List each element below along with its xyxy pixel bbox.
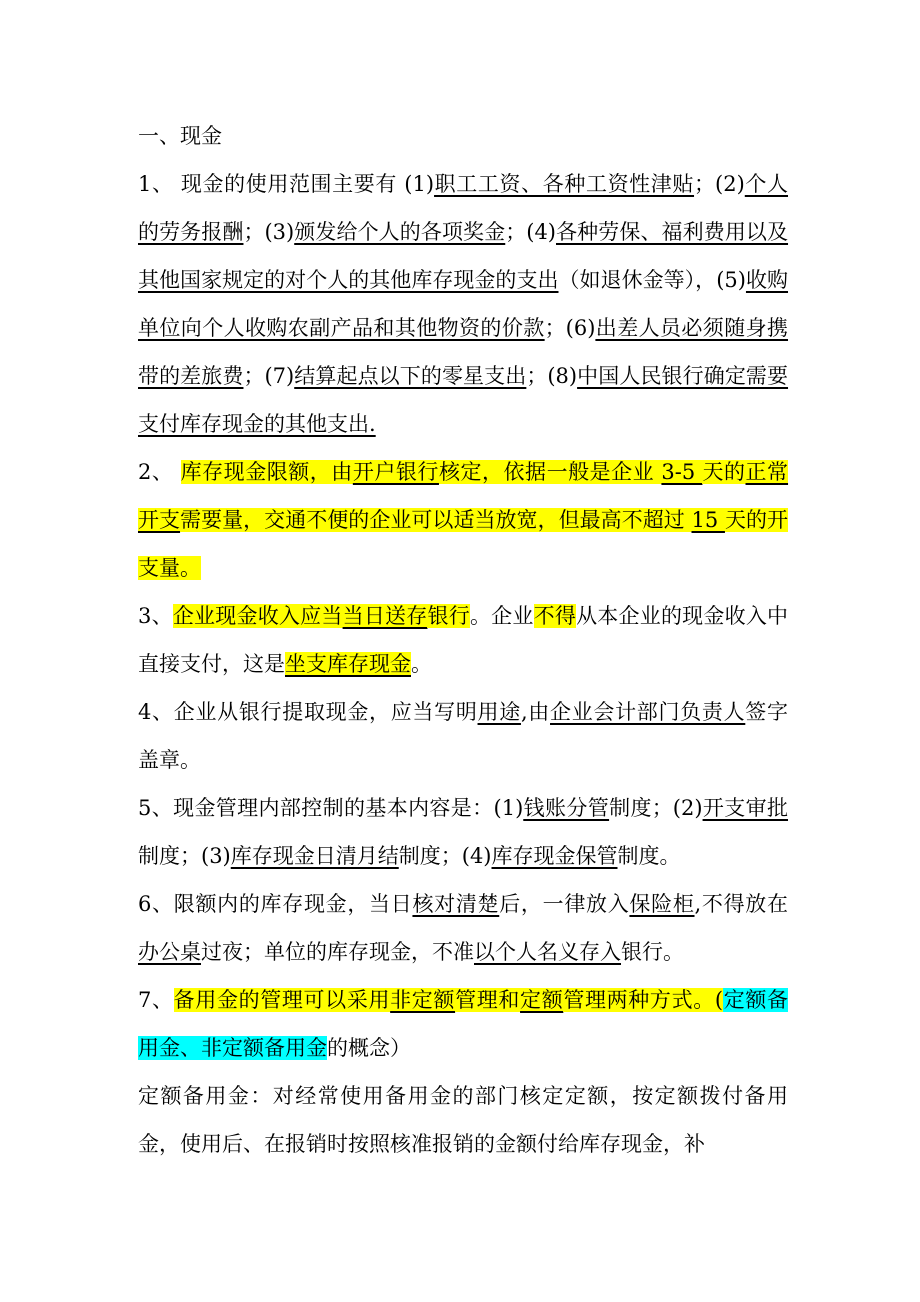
text-run: 当日送存 [342,604,428,628]
text-run: 7、 [138,988,174,1012]
paragraph-4 [138,688,788,784]
text-run: 出差人员必须随身携带的差旅费 [138,316,789,388]
text-run: 天的开支量。 [138,508,788,580]
paragraph-8 [138,1072,788,1168]
text-run: 3、 [138,604,173,628]
text-run: 库存现金日清月结 [230,844,399,868]
text-run: ；(3) [243,220,295,244]
text-run: 企业会计部门负责人 [550,700,746,724]
text-run: 的概念） [327,1036,411,1060]
text-run: 过夜；单位的库存现金，不准 [201,940,474,964]
paragraph-3 [138,592,788,688]
text-run: ,不得放在 [694,892,788,916]
text-run: 用途 [477,700,521,724]
text-run: （如退休金等），(5) [558,268,746,292]
text-run: 颁发给个人的各项奖金 [294,220,506,244]
text-run: 库存现金限额，由 [180,460,353,484]
text-run: 备用金的管理可以采用 [173,988,391,1012]
text-run: 后，一律放入 [499,892,630,916]
text-run: 职工工资、各种工资性津贴 [434,172,695,196]
text-run: 银行。 [621,940,684,964]
text-run: 15 [691,508,725,532]
text-run: ,由 [520,700,551,724]
text-run: 不得 [533,604,577,628]
text-run: 2、 [138,460,181,484]
text-run: 1、 现金的使用范围主要有 (1) [138,172,435,196]
text-run: 5、现金管理内部控制的基本内容是：(1) [138,796,524,820]
text-run: 4、企业从银行提取现金，应当写明 [138,700,478,724]
text-run: 结算起点以下的零星支出 [294,364,527,388]
text-run: 非定额 [390,988,456,1012]
text-run: 从本企业的现金收入中直接支付，这是 [138,604,789,676]
text-run: 6、限额内的库存现金，当日 [138,892,413,916]
text-run: 天的 [702,460,746,484]
text-run: 保险柜 [629,892,695,916]
text-run: 库存现金保管 [491,844,618,868]
text-run: 制度；(2) [609,796,703,820]
paragraph-1 [138,160,788,448]
text-run: 坐支库存现金 [285,652,411,676]
paragraph-6 [138,880,788,976]
text-run: 开户银行 [352,460,439,484]
text-run: 核定，依据一般是企业 [438,460,662,484]
text-run: 开支审批 [702,796,789,820]
text-run: 中国人民银行确定需要支付库存现金的其他支出. [138,364,789,436]
text-run: 。企业 [469,604,534,628]
text-run: ；(6) [544,316,596,340]
text-run: 管理和 [455,988,521,1012]
text-run: 银行 [427,604,470,628]
text-run: 管理两种方式。( [563,988,724,1012]
text-run: 钱账分管 [523,796,610,820]
text-run: 定额备用金：对经常使用备用金的部门核定定额，按定额拨付备用金，使用后、在报销时按照核准报销的金额付给库存现金，补 [138,1084,788,1156]
text-run: 以个人名义存入 [474,940,621,964]
paragraph-5 [138,784,788,880]
text-run: 需要量，交通不便的企业可以适当放宽，但最高不超过 [180,508,692,532]
paragraph-7 [138,976,788,1072]
text-run: 企业现金收入应当 [172,604,343,628]
text-run: 正常开支 [138,460,789,532]
text-run: 3-5 [661,460,703,484]
text-run: ；(8) [526,364,578,388]
section-heading: 一、现金 [138,124,222,148]
text-run: 制度；(4) [398,844,492,868]
paragraph-2 [138,448,788,592]
text-run: ；(4) [505,220,556,244]
text-run: 。 [411,652,432,676]
document-body [138,112,788,1168]
text-run: 个人的劳务报酬 [138,172,789,244]
text-run: 定额 [520,988,564,1012]
text-run: 收购单位向个人收购农副产品和其他物资的价款 [138,268,789,340]
text-run: 制度。 [617,844,681,868]
text-run: 核对清楚 [412,892,500,916]
text-run: 各种劳保、福利费用以及其他国家规定的对个人的其他库存现金的支出 [138,220,789,292]
text-run: ；(7) [243,364,295,388]
text-run: 签字盖章。 [138,700,788,772]
text-run: 办公桌 [138,940,201,964]
text-run: 定额备用金、非定额备用金 [138,988,789,1060]
text-run: ；(2) [694,172,745,196]
text-run: 制度；(3) [138,844,231,868]
